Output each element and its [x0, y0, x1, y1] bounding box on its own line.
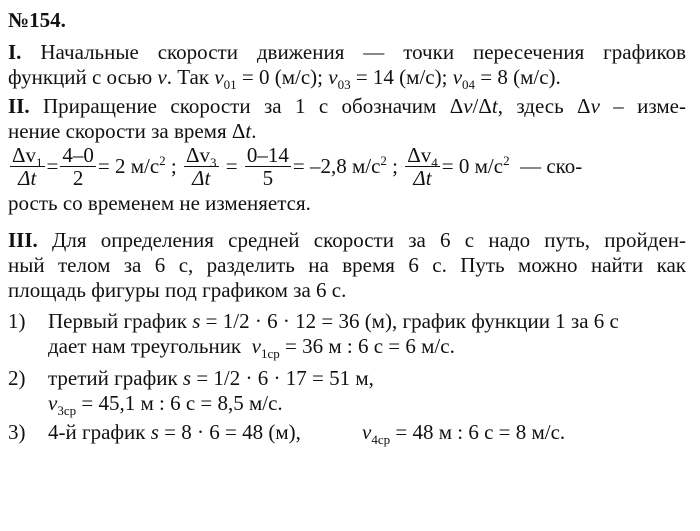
result-2-text: = –2,8 м/с: [292, 154, 381, 178]
fraction-dv4-dt: [405, 144, 440, 189]
result-3-text: = 0 м/с: [441, 154, 504, 178]
v04-value: = 8 (м/с).: [475, 65, 561, 89]
item-1-sub: 1ср: [260, 346, 280, 361]
fraction-denominator: Δt: [192, 165, 211, 190]
section3-label: III.: [8, 228, 38, 252]
v03-value: = 14 (м/с);: [350, 65, 453, 89]
item-1-text-b: =: [200, 309, 223, 333]
f2-num-sub: 3: [210, 154, 217, 170]
equals-sign: =: [46, 154, 59, 178]
section2-var-t2: t: [245, 119, 252, 143]
item-2-text-c: · 6 · 17 = 51 м,: [240, 366, 374, 390]
fraction-denominator: Δt: [413, 165, 432, 190]
section1-text2b: . Так: [166, 65, 215, 89]
acceleration-formulas: [8, 140, 582, 192]
item-3-line1: [48, 418, 301, 446]
item-1-text-c: · 6 · 12 = 36 (м), график функции 1 за 6 с: [249, 309, 619, 333]
fraction-numerator: [184, 142, 219, 170]
item-1-text-a: Первый график: [48, 309, 193, 333]
item-2-text-a: третий график: [48, 366, 183, 390]
item-3-var-v: v: [362, 420, 372, 444]
f2-num: Δv: [186, 142, 211, 167]
item-1-var-v: v: [251, 334, 261, 358]
section3-text2: ный телом за 6 с, разделить на время 6 с. Путь можно найти как: [8, 253, 686, 277]
section2-var-t: t: [491, 94, 498, 118]
item-2-number: 2): [8, 366, 26, 390]
section1-text1: Начальные скорости движения — точки пересечения графиков: [40, 40, 687, 64]
v04-sub: 04: [462, 77, 476, 92]
section2-text2b: .: [251, 119, 257, 143]
fraction-dv3-dt: [184, 144, 219, 189]
fraction-denominator: 5: [262, 165, 274, 190]
separator: ;: [165, 154, 182, 178]
section1-var-v: v: [157, 65, 167, 89]
result-1-text: = 2 м/с: [97, 154, 160, 178]
result-2-exp: 2: [380, 153, 387, 168]
result-1: [98, 152, 166, 180]
result-3-exp: 2: [503, 153, 510, 168]
item-1-line1: [48, 307, 619, 335]
item-1-text-d: дает нам треугольник: [48, 334, 252, 358]
problem-number: [8, 6, 66, 34]
f3-num-sub: 4: [431, 154, 438, 170]
v01-var: v: [214, 65, 224, 89]
v01-sub: 01: [223, 77, 237, 92]
section2-var-v: v: [463, 94, 473, 118]
section2-line1: [8, 92, 686, 120]
item-1-line2: [48, 332, 455, 360]
section3-line1: [8, 226, 686, 254]
formula-tail: — ско-: [509, 154, 583, 178]
result-3: [442, 152, 510, 180]
item-2-text-b: =: [191, 366, 214, 390]
section2-var-v2: v: [590, 94, 600, 118]
item-2-line1: [48, 364, 374, 392]
item-2-sub: 3ср: [57, 403, 77, 418]
problem-number-text: №154.: [8, 8, 66, 32]
item-2-line2: [48, 389, 283, 417]
result-2: [293, 152, 387, 180]
section2-label: II.: [8, 94, 30, 118]
v03-sub: 03: [337, 77, 351, 92]
fraction-numerator: [405, 142, 440, 170]
v04-var: v: [452, 65, 463, 89]
v01-value: = 0 (м/с);: [236, 65, 329, 89]
equals-sign: =: [220, 154, 243, 178]
section2-text1c: – изме-: [599, 94, 686, 118]
fraction-numerator: [10, 142, 45, 170]
item-2-half: 1/2: [213, 366, 241, 390]
section2-end-text: рость со временем не изменяется.: [8, 191, 311, 215]
section2-slash: /Δ: [472, 94, 492, 118]
item-3-text-c: = 48 м : 6 с = 8 м/с.: [390, 420, 566, 444]
section1-line2: [8, 63, 561, 91]
item-3-text-b: = 8 · 6 = 48 (м),: [158, 420, 301, 444]
item-1-half: 1/2: [222, 309, 250, 333]
separator: ;: [386, 154, 404, 178]
item-1-var-s: s: [192, 309, 201, 333]
section2-line-end: [8, 189, 311, 217]
section2-text2a: нение скорости за время Δ: [8, 119, 246, 143]
f1-num: Δv: [12, 142, 37, 167]
fraction-0-14-over-5: [245, 144, 291, 189]
f1-num-sub: 1: [36, 154, 43, 170]
item-3-result: [362, 418, 565, 446]
item-1-text-e: = 36 м : 6 с = 6 м/с.: [279, 334, 455, 358]
section3-line2: [8, 251, 686, 279]
section1-text2a: функций с осью: [8, 65, 158, 89]
item-2-text-d: = 45,1 м : 6 с = 8,5 м/с.: [76, 391, 283, 415]
section2-text1a: Приращение скорости за 1 с обозначим Δ: [42, 94, 464, 118]
item-2-var-v: v: [48, 391, 58, 415]
fraction-numerator: 0–14: [246, 142, 289, 167]
item-2-var-s: s: [182, 366, 192, 390]
item-3-text-a: 4-й график: [48, 420, 151, 444]
fraction-numerator: 4–0: [62, 142, 94, 167]
v03-var: v: [328, 65, 338, 89]
section2-text1b: , здесь Δ: [497, 94, 591, 118]
f3-num: Δv: [407, 142, 432, 167]
section1-line1: [8, 38, 686, 66]
fraction-4-0-over-2: [60, 144, 96, 189]
item-3-number: 3): [8, 420, 26, 444]
result-1-exp: 2: [159, 153, 166, 168]
fraction-denominator: Δt: [18, 165, 37, 190]
item-1-number: 1): [8, 309, 26, 333]
section3-text3: площадь фигуры под графиком за 6 с.: [8, 278, 347, 302]
section3-text1: Для определения средней скорости за 6 с надо путь, пройден-: [52, 228, 686, 252]
fraction-dv1-dt: [10, 144, 45, 189]
fraction-denominator: 2: [72, 165, 84, 190]
item-3-sub: 4ср: [371, 432, 391, 447]
section3-line3: [8, 276, 346, 304]
section1-label: I.: [8, 40, 22, 64]
item-3-var-s: s: [150, 420, 159, 444]
